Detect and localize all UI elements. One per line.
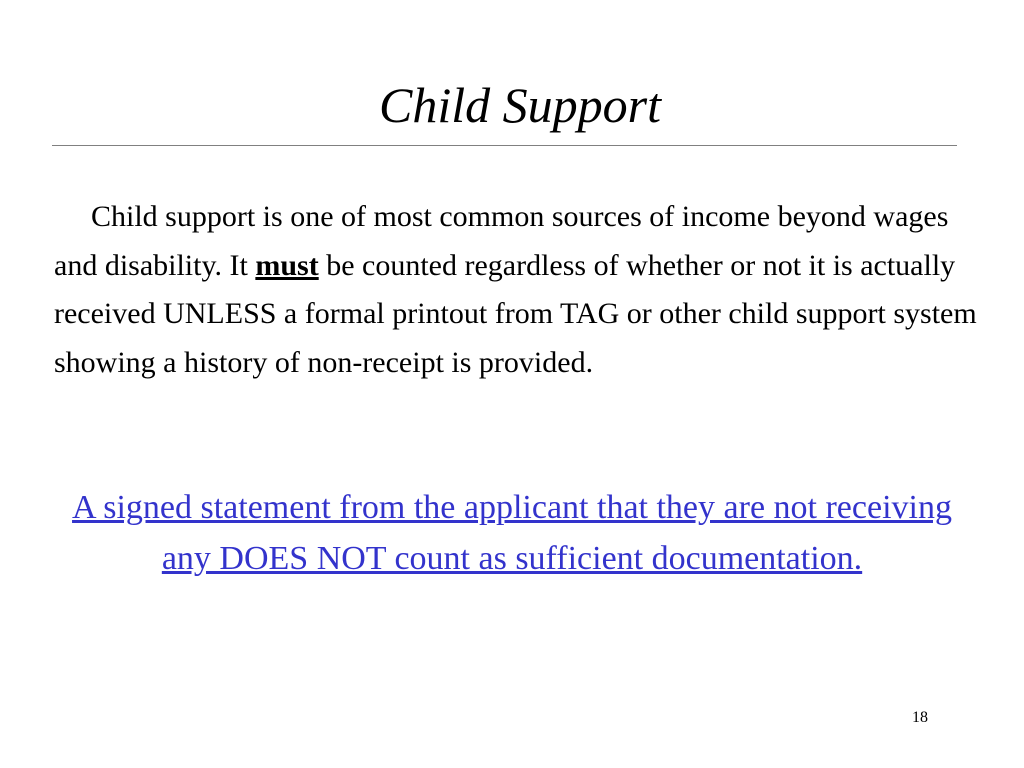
body-emphasis-must: must	[255, 248, 319, 282]
slide-title: Child Support	[379, 77, 661, 133]
body-text-part1: Child support is one of most common sources of income beyond wages and disability. It	[54, 200, 949, 282]
page-number: 18	[912, 709, 928, 726]
signed-statement-note: A signed statement from the applicant that they are not receiving any DOES NOT count as sufficient documentation.	[72, 489, 952, 577]
title-divider	[52, 145, 957, 146]
body-paragraph	[54, 193, 984, 387]
body-text-part2: be counted regardless of whether or not it is actually received UNLESS a formal printout from TAG or other child support system showing a history of non-receipt is provided.	[54, 248, 977, 379]
